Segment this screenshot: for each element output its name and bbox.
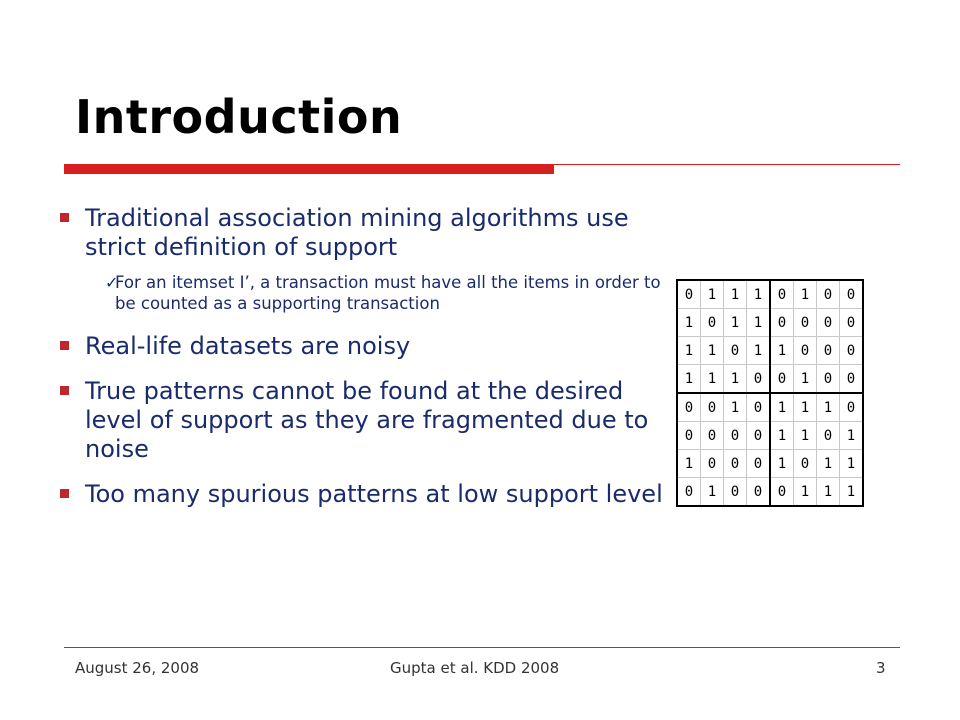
sub-bullet-text: For an itemset I’, a transaction must have all the items in order to be counted as a supporting transaction <box>115 273 661 313</box>
matrix-cell: 1 <box>770 337 794 365</box>
slide-number: 3 <box>876 659 886 677</box>
matrix-row <box>677 337 863 365</box>
bullet-item <box>60 377 672 464</box>
matrix-cell: 1 <box>817 393 840 422</box>
matrix-cell: 1 <box>794 365 817 394</box>
matrix-cell: 1 <box>747 337 771 365</box>
matrix-cell: 1 <box>794 422 817 450</box>
matrix-cell: 1 <box>817 450 840 478</box>
matrix-cell: 0 <box>747 393 771 422</box>
matrix-cell: 0 <box>724 422 747 450</box>
matrix-cell: 1 <box>770 450 794 478</box>
bullet-text: Traditional association mining algorithms use strict definition of support <box>85 204 629 261</box>
matrix-cell: 0 <box>747 450 771 478</box>
matrix-cell: 0 <box>770 280 794 309</box>
bullet-text: True patterns cannot be found at the desired level of support as they are fragmented due to noise <box>85 377 649 463</box>
bullet-item <box>60 332 672 361</box>
matrix-cell: 1 <box>724 393 747 422</box>
matrix-row <box>677 450 863 478</box>
matrix-cell: 0 <box>724 478 747 507</box>
matrix-cell: 0 <box>840 309 864 337</box>
bullet-text: Real-life datasets are noisy <box>85 332 411 360</box>
matrix-row <box>677 478 863 507</box>
matrix-cell: 0 <box>724 450 747 478</box>
matrix-cell: 0 <box>724 337 747 365</box>
matrix-cell: 1 <box>817 478 840 507</box>
matrix-cell: 1 <box>677 450 701 478</box>
matrix-cell: 1 <box>701 280 724 309</box>
title-underline-rule <box>554 164 900 165</box>
matrix-cell: 0 <box>840 337 864 365</box>
matrix-cell: 0 <box>701 450 724 478</box>
matrix-row <box>677 365 863 394</box>
binary-matrix <box>676 279 864 507</box>
matrix-cell: 0 <box>817 365 840 394</box>
matrix-cell: 1 <box>677 309 701 337</box>
matrix-cell: 1 <box>840 478 864 507</box>
matrix-cell: 0 <box>747 478 771 507</box>
matrix-cell: 0 <box>770 365 794 394</box>
matrix-cell: 1 <box>840 450 864 478</box>
matrix-cell: 0 <box>840 280 864 309</box>
matrix-cell: 1 <box>701 337 724 365</box>
matrix-cell: 0 <box>817 309 840 337</box>
matrix-cell: 0 <box>794 309 817 337</box>
matrix-cell: 0 <box>817 337 840 365</box>
matrix-cell: 1 <box>794 478 817 507</box>
slide-title: Introduction <box>75 90 403 144</box>
matrix-cell: 1 <box>724 280 747 309</box>
matrix-cell: 0 <box>794 337 817 365</box>
bullet-list <box>60 204 672 525</box>
footer-date: August 26, 2008 <box>75 659 200 677</box>
matrix-row <box>677 280 863 309</box>
matrix-cell: 1 <box>747 309 771 337</box>
matrix-cell: 1 <box>724 309 747 337</box>
checkmark-icon: ✓ <box>105 273 119 292</box>
footer-rule <box>64 647 900 648</box>
matrix-cell: 0 <box>701 309 724 337</box>
matrix-cell: 1 <box>701 478 724 507</box>
square-bullet-icon <box>60 489 69 498</box>
matrix-cell: 0 <box>794 450 817 478</box>
matrix-cell: 1 <box>794 280 817 309</box>
matrix-cell: 0 <box>817 422 840 450</box>
matrix-cell: 0 <box>840 365 864 394</box>
matrix-cell: 0 <box>701 393 724 422</box>
matrix-cell: 1 <box>840 422 864 450</box>
matrix-row <box>677 309 863 337</box>
bullet-item <box>60 204 672 262</box>
matrix-cell: 1 <box>724 365 747 394</box>
footer-citation: Gupta et al. KDD 2008 <box>390 659 560 677</box>
matrix-row <box>677 422 863 450</box>
bullet-text: Too many spurious patterns at low support level <box>85 480 663 508</box>
matrix-cell: 1 <box>770 393 794 422</box>
matrix-cell: 1 <box>677 337 701 365</box>
matrix-cell: 0 <box>840 393 864 422</box>
matrix-cell: 0 <box>677 393 701 422</box>
sub-bullet-item <box>60 272 672 314</box>
bullet-item <box>60 480 672 509</box>
matrix-cell: 0 <box>701 422 724 450</box>
matrix-cell: 0 <box>770 309 794 337</box>
matrix-cell: 0 <box>747 422 771 450</box>
square-bullet-icon <box>60 213 69 222</box>
matrix-cell: 1 <box>770 422 794 450</box>
square-bullet-icon <box>60 386 69 395</box>
matrix-row <box>677 393 863 422</box>
square-bullet-icon <box>60 341 69 350</box>
matrix-cell: 1 <box>747 280 771 309</box>
matrix-cell: 0 <box>817 280 840 309</box>
matrix-cell: 0 <box>677 478 701 507</box>
matrix-cell: 0 <box>770 478 794 507</box>
matrix-cell: 0 <box>747 365 771 394</box>
matrix-table <box>676 279 864 507</box>
matrix-cell: 1 <box>677 365 701 394</box>
matrix-cell: 0 <box>677 422 701 450</box>
title-underline-bar <box>64 164 554 174</box>
matrix-cell: 1 <box>794 393 817 422</box>
matrix-cell: 0 <box>677 280 701 309</box>
matrix-cell: 1 <box>701 365 724 394</box>
